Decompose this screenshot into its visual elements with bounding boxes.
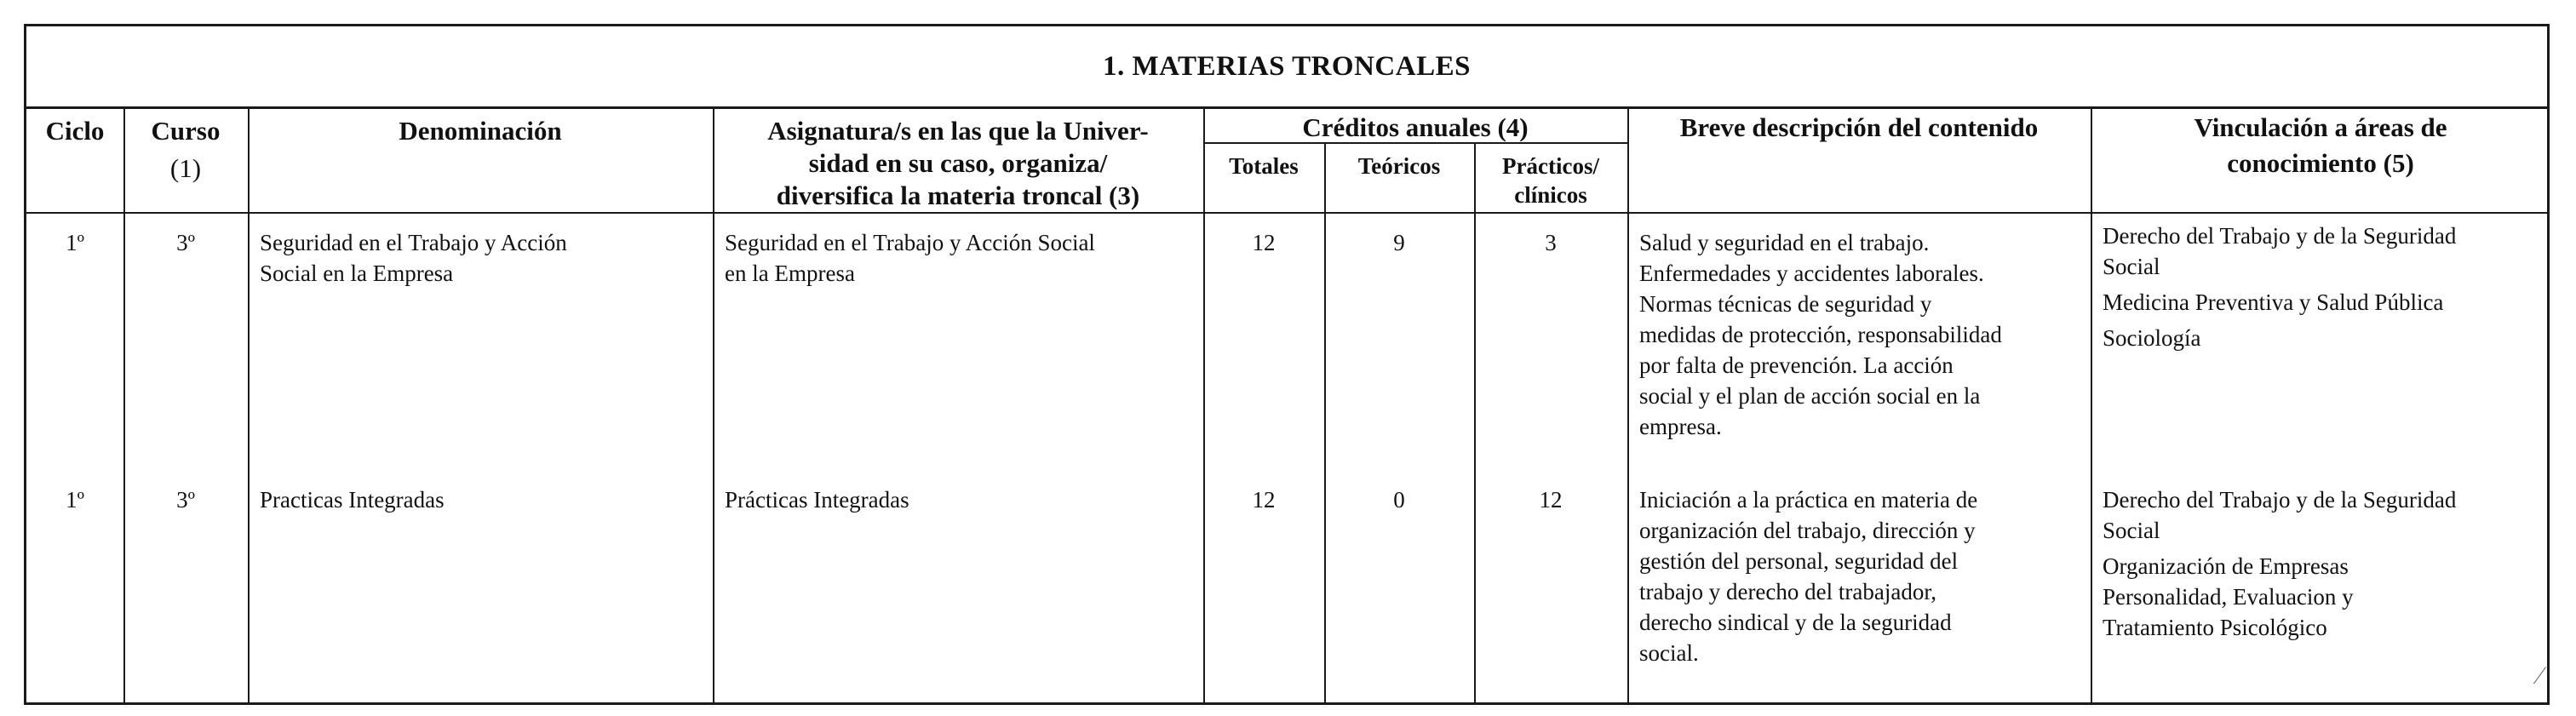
description-line: social. bbox=[1639, 640, 1699, 666]
description-line: trabajo y derecho del trabajador, bbox=[1639, 579, 1936, 604]
header-asignatura-line3: diversifica la materia troncal (3) bbox=[776, 180, 1140, 210]
area-line: Social bbox=[2103, 254, 2160, 279]
scan-mark: ⁄ bbox=[2537, 662, 2542, 690]
header-ciclo: Ciclo bbox=[45, 116, 105, 146]
description-line: medidas de protección, responsabilidad bbox=[1639, 322, 2002, 347]
row1-areas bbox=[2103, 221, 2549, 353]
area-line: Tratamiento Psicológico bbox=[2103, 615, 2327, 640]
col-divider bbox=[1203, 106, 1205, 702]
col-divider bbox=[123, 106, 125, 702]
description-line: empresa. bbox=[1639, 414, 1722, 439]
description-line: Iniciación a la práctica en materia de bbox=[1639, 487, 1978, 513]
area-line: Derecho del Trabajo y de la Seguridad bbox=[2103, 223, 2457, 249]
row2-descripcion bbox=[1639, 484, 2082, 668]
table-title: 1. MATERIAS TRONCALES bbox=[26, 26, 2547, 109]
area-line: Derecho del Trabajo y de la Seguridad bbox=[2103, 487, 2457, 513]
header-asignatura-line1: Asignatura/s en las que la Univer- bbox=[767, 116, 1149, 146]
header-descripcion: Breve descripción del contenido bbox=[1679, 112, 2039, 142]
area-line: Medicina Preventiva y Salud Pública bbox=[2103, 289, 2444, 315]
header-asignatura-line2: sidad en su caso, organiza/ bbox=[808, 148, 1108, 178]
row2-teoricos: 0 bbox=[1393, 487, 1405, 513]
description-line: gestión del personal, seguridad del bbox=[1639, 548, 1959, 574]
col-divider bbox=[1627, 106, 1629, 702]
header-denominacion: Denominación bbox=[399, 116, 562, 146]
header-curso-note: (1) bbox=[169, 153, 202, 183]
row1-teoricos: 9 bbox=[1393, 230, 1405, 255]
header-teoricos: Teóricos bbox=[1357, 153, 1441, 179]
area-line: Personalidad, Evaluacion y bbox=[2103, 584, 2354, 610]
row1-ciclo: 1º bbox=[66, 230, 84, 255]
row1-asignatura-line1: Seguridad en el Trabajo y Acción Social bbox=[725, 230, 1095, 255]
description-line: organización del trabajo, dirección y bbox=[1639, 518, 1976, 543]
row1-curso: 3º bbox=[176, 230, 195, 255]
header-curso: Curso bbox=[151, 116, 221, 146]
description-line: social y el plan de acción social en la bbox=[1639, 383, 1981, 409]
col-divider bbox=[248, 106, 250, 702]
row1-descripcion bbox=[1639, 227, 2082, 442]
row1-denominacion-line2: Social en la Empresa bbox=[260, 261, 454, 286]
row2-curso: 3º bbox=[176, 487, 195, 513]
row2-totales: 12 bbox=[1252, 487, 1276, 513]
row1-denominacion-line1: Seguridad en el Trabajo y Acción bbox=[260, 230, 567, 255]
description-line: Salud y seguridad en el trabajo. bbox=[1639, 230, 1930, 255]
col-divider bbox=[2091, 106, 2092, 702]
troncales-table bbox=[24, 24, 2550, 705]
row2-ciclo: 1º bbox=[66, 487, 84, 513]
row1-practicos: 3 bbox=[1545, 230, 1557, 255]
header-vinculacion-line2: conocimiento (5) bbox=[2227, 148, 2414, 178]
row1-totales: 12 bbox=[1252, 230, 1276, 255]
col-divider bbox=[1474, 142, 1476, 702]
header-totales: Totales bbox=[1229, 153, 1299, 179]
area-line: Organización de Empresas bbox=[2103, 553, 2349, 579]
row2-denominacion-line1: Practicas Integradas bbox=[260, 487, 445, 513]
header-bottom-divider bbox=[26, 212, 2547, 214]
row2-areas bbox=[2103, 484, 2549, 643]
col-divider bbox=[1324, 142, 1326, 702]
row2-asignatura-line1: Prácticas Integradas bbox=[725, 487, 909, 513]
description-line: derecho sindical y de la seguridad bbox=[1639, 610, 1952, 635]
description-line: Enfermedades y accidentes laborales. bbox=[1639, 261, 1984, 286]
header-practicos-line2: clínicos bbox=[1514, 182, 1587, 208]
area-line: Sociología bbox=[2103, 325, 2201, 351]
header-creditos: Créditos anuales (4) bbox=[1302, 112, 1529, 142]
description-line: por falta de prevención. La acción bbox=[1639, 352, 1954, 378]
area-line: Social bbox=[2103, 518, 2160, 543]
header-vinculacion-line1: Vinculación a áreas de bbox=[2194, 112, 2447, 142]
row1-asignatura-line2: en la Empresa bbox=[725, 261, 855, 286]
row2-practicos: 12 bbox=[1539, 487, 1563, 513]
header-practicos-line1: Prácticos/ bbox=[1502, 153, 1599, 179]
description-line: Normas técnicas de seguridad y bbox=[1639, 291, 1932, 317]
